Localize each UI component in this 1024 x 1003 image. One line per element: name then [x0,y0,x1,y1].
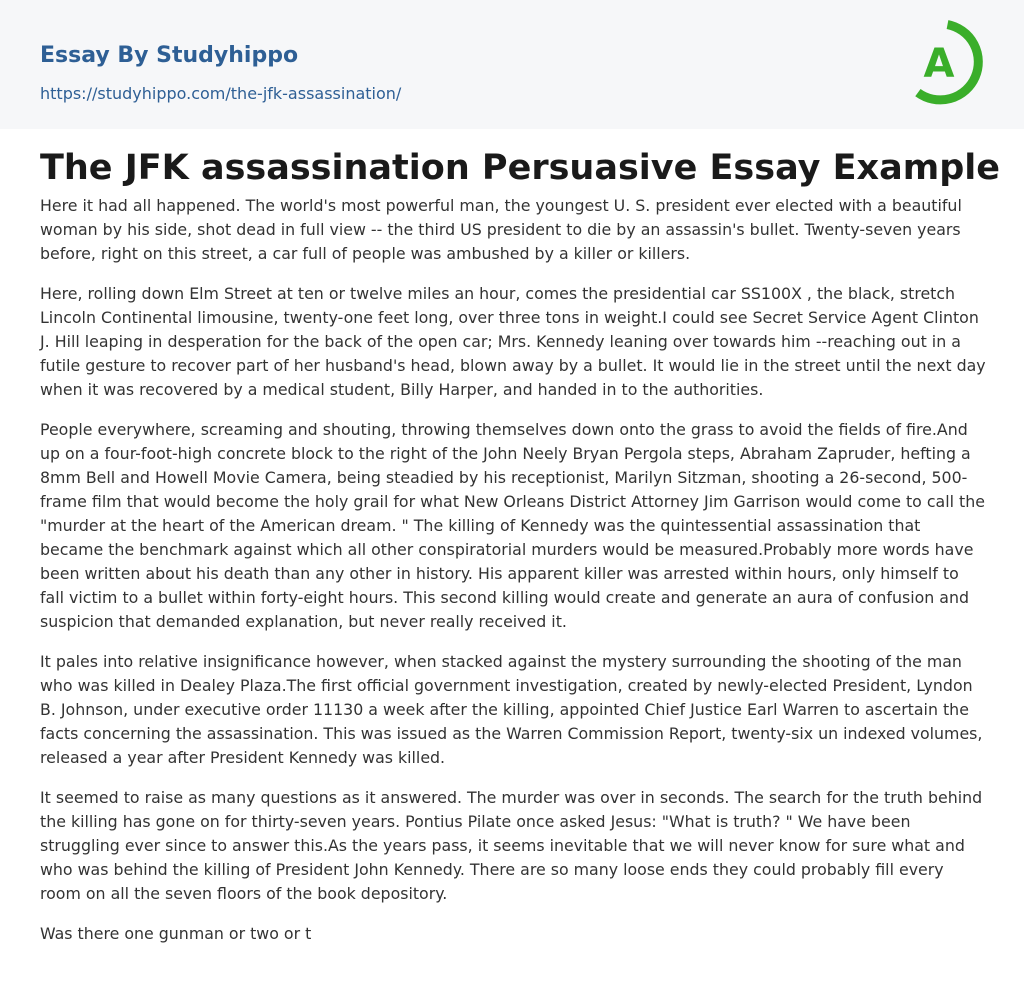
logo-letter: A [923,41,955,87]
essay-body [40,194,986,962]
essay-paragraph-truncated: Was there one gunman or two or t [40,924,312,943]
site-header [0,0,1024,129]
site-brand-title[interactable]: Essay By Studyhippo [40,43,299,68]
essay-paragraph: Here it had all happened. The world's most powerful man, the youngest U. S. president ever elected with a beautiful woman by his side, shot dead in full view -- the third US president to die by an assassin's bullet. Twenty-seven years before, right on this street, a car full of people was ambushed by a killer or killers. [40,196,962,263]
studyhippo-logo-icon[interactable] [908,18,988,106]
essay-title: The JFK assassination Persuasive Essay Example [40,148,1000,188]
essay-paragraph: Here, rolling down Elm Street at ten or twelve miles an hour, comes the presidential car SS100X , the black, stretch Lincoln Continental limousine, twenty-one feet long, over three tons in weight.I could see Secret Service Agent Clinton J. Hill leaping in desperation for the back of the open car; Mrs. Kennedy leaning over towards him --reaching out in a futile gesture to recover part of her husband's head, blown away by a bullet. It would lie in the street until the next day when it was recovered by a medical student, Billy Harper, and handed in to the authorities. [40,284,986,399]
essay-paragraph: It pales into relative insignificance however, when stacked against the mystery surrounding the shooting of the man who was killed in Dealey Plaza.The first official government investigation, created by newly-elected President, Lyndon B. Johnson, under executive order 11130 a week after the killing, appointed Chief Justice Earl Warren to ascertain the facts concerning the assassination. This was issued as the Warren Commission Report, twenty-six un indexed volumes, released a year after President Kennedy was killed. [40,652,983,767]
essay-url-link[interactable]: https://studyhippo.com/the-jfk-assassination/ [40,84,402,103]
essay-paragraph: It seemed to raise as many questions as it answered. The murder was over in seconds. The search for the truth behind the killing has gone on for thirty-seven years. Pontius Pilate once asked Jesus: "What is truth? " We have been struggling ever since to answer this.As the years pass, it seems inevitable that we will never know for sure what and who was behind the killing of President John Kennedy. There are so many loose ends they could probably fill every room on all the seven floors of the book depository. [40,788,983,903]
essay-paragraph: People everywhere, screaming and shouting, throwing themselves down onto the grass to avoid the fields of fire.And up on a four-foot-high concrete block to the right of the John Neely Bryan Pergola steps, Abraham Zapruder, hefting a 8mm Bell and Howell Movie Camera, being steadied by his receptionist, Marilyn Sitzman, shooting a 26-second, 500-frame film that would become the holy grail for what New Orleans District Attorney Jim Garrison would come to call the "murder at the heart of the American dream. " The killing of Kennedy was the quintessential assassination that became the benchmark against which all other conspiratorial murders would be measured.Probably more words have been written about his death than any other in history. His apparent killer was arrested within hours, only himself to fall victim to a bullet within forty-eight hours. This second killing would create and generate an aura of confusion and suspicion that demanded explanation, but never really received it. [40,420,985,631]
